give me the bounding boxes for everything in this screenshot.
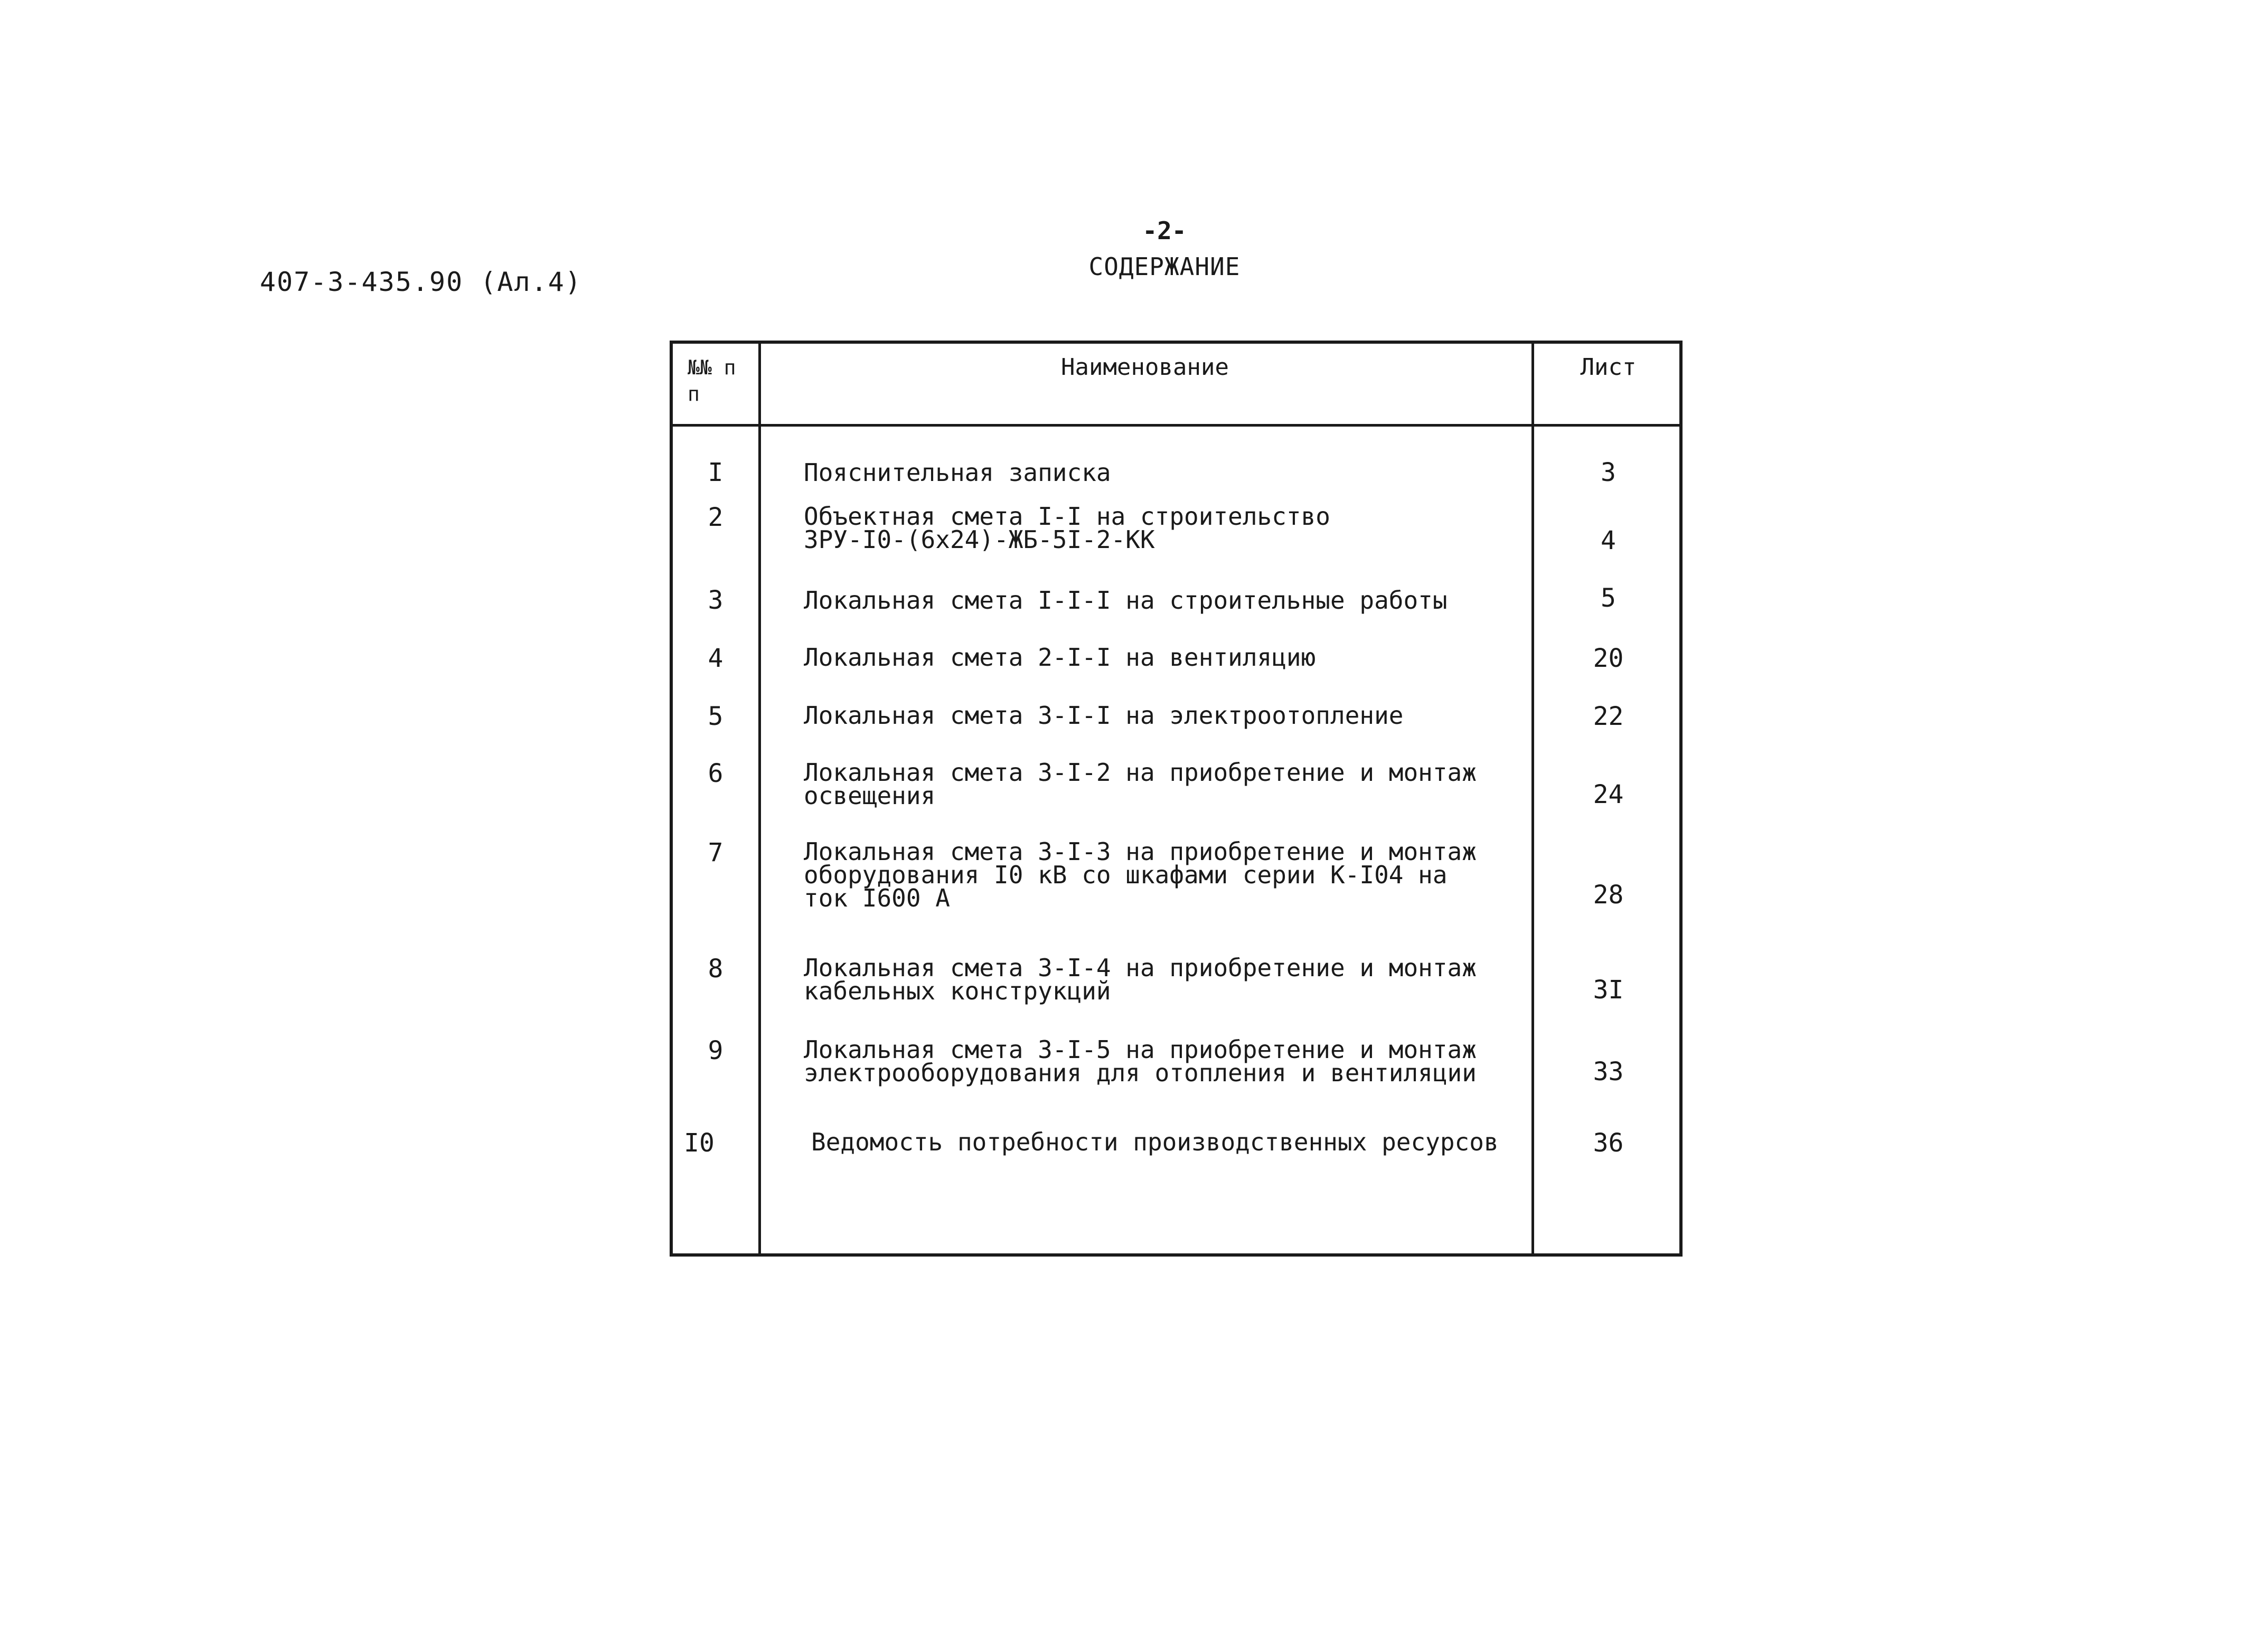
row-name: Ведомость потребности производственных ресурсов — [811, 1128, 1499, 1156]
row-number: I0 — [684, 1128, 715, 1158]
row-number: 4 — [708, 644, 723, 673]
column-header-sheet: Лист — [1580, 354, 1637, 381]
row-name: Локальная смета 2-I-I на вентиляцию — [804, 643, 1316, 672]
row-sheet: 3 — [1601, 458, 1616, 487]
row-sheet: 5 — [1601, 583, 1616, 613]
page-title: СОДЕРЖАНИЕ — [1088, 252, 1241, 281]
row-number: 7 — [708, 838, 723, 867]
column-header-number: №№ пп — [688, 356, 736, 405]
row-name: Локальная смета 3-I-3 на приобретение и монтаж оборудования I0 кВ со шкафами серии К-I04 на ток I600 А — [804, 837, 1477, 912]
row-name: Локальная смета 3-I-I на электроотопление — [804, 701, 1404, 730]
row-number: 2 — [708, 503, 723, 532]
document-code: 407-3-435.90 (Ал.4) — [260, 267, 582, 297]
row-number: 9 — [708, 1036, 723, 1065]
contents-table — [670, 341, 1683, 1257]
header-divider — [673, 424, 1679, 427]
row-name: Локальная смета I-I-I на строительные работы — [804, 586, 1448, 615]
row-sheet: 28 — [1593, 880, 1624, 910]
row-sheet: 24 — [1593, 780, 1624, 809]
row-sheet: 33 — [1593, 1057, 1624, 1087]
row-name: Пояснительная записка — [804, 458, 1111, 487]
row-number: 6 — [708, 759, 723, 788]
row-name: Объектная смета I-I на строительство ЗРУ-I0-(6х24)-ЖБ-5I-2-КК — [804, 502, 1330, 554]
row-sheet: 22 — [1593, 702, 1624, 731]
row-number: 3 — [708, 586, 723, 615]
row-number: 8 — [708, 954, 723, 984]
row-sheet: 4 — [1601, 526, 1616, 555]
row-name: Локальная смета 3-I-4 на приобретение и монтаж кабельных конструкций — [804, 954, 1477, 1005]
page-number: -2- — [1142, 216, 1187, 245]
row-sheet: 3I — [1593, 975, 1624, 1005]
column-header-name: Наименование — [1061, 354, 1229, 381]
row-number: 5 — [708, 702, 723, 731]
row-sheet: 36 — [1593, 1128, 1624, 1158]
row-number: I — [708, 458, 723, 487]
row-name: Локальная смета 3-I-5 на приобретение и монтаж электрооборудования для отопления и вентиляции — [804, 1035, 1477, 1087]
row-sheet: 20 — [1593, 644, 1624, 673]
row-name: Локальная смета 3-I-2 на приобретение и монтаж освещения — [804, 758, 1477, 810]
column-divider — [758, 344, 761, 1253]
